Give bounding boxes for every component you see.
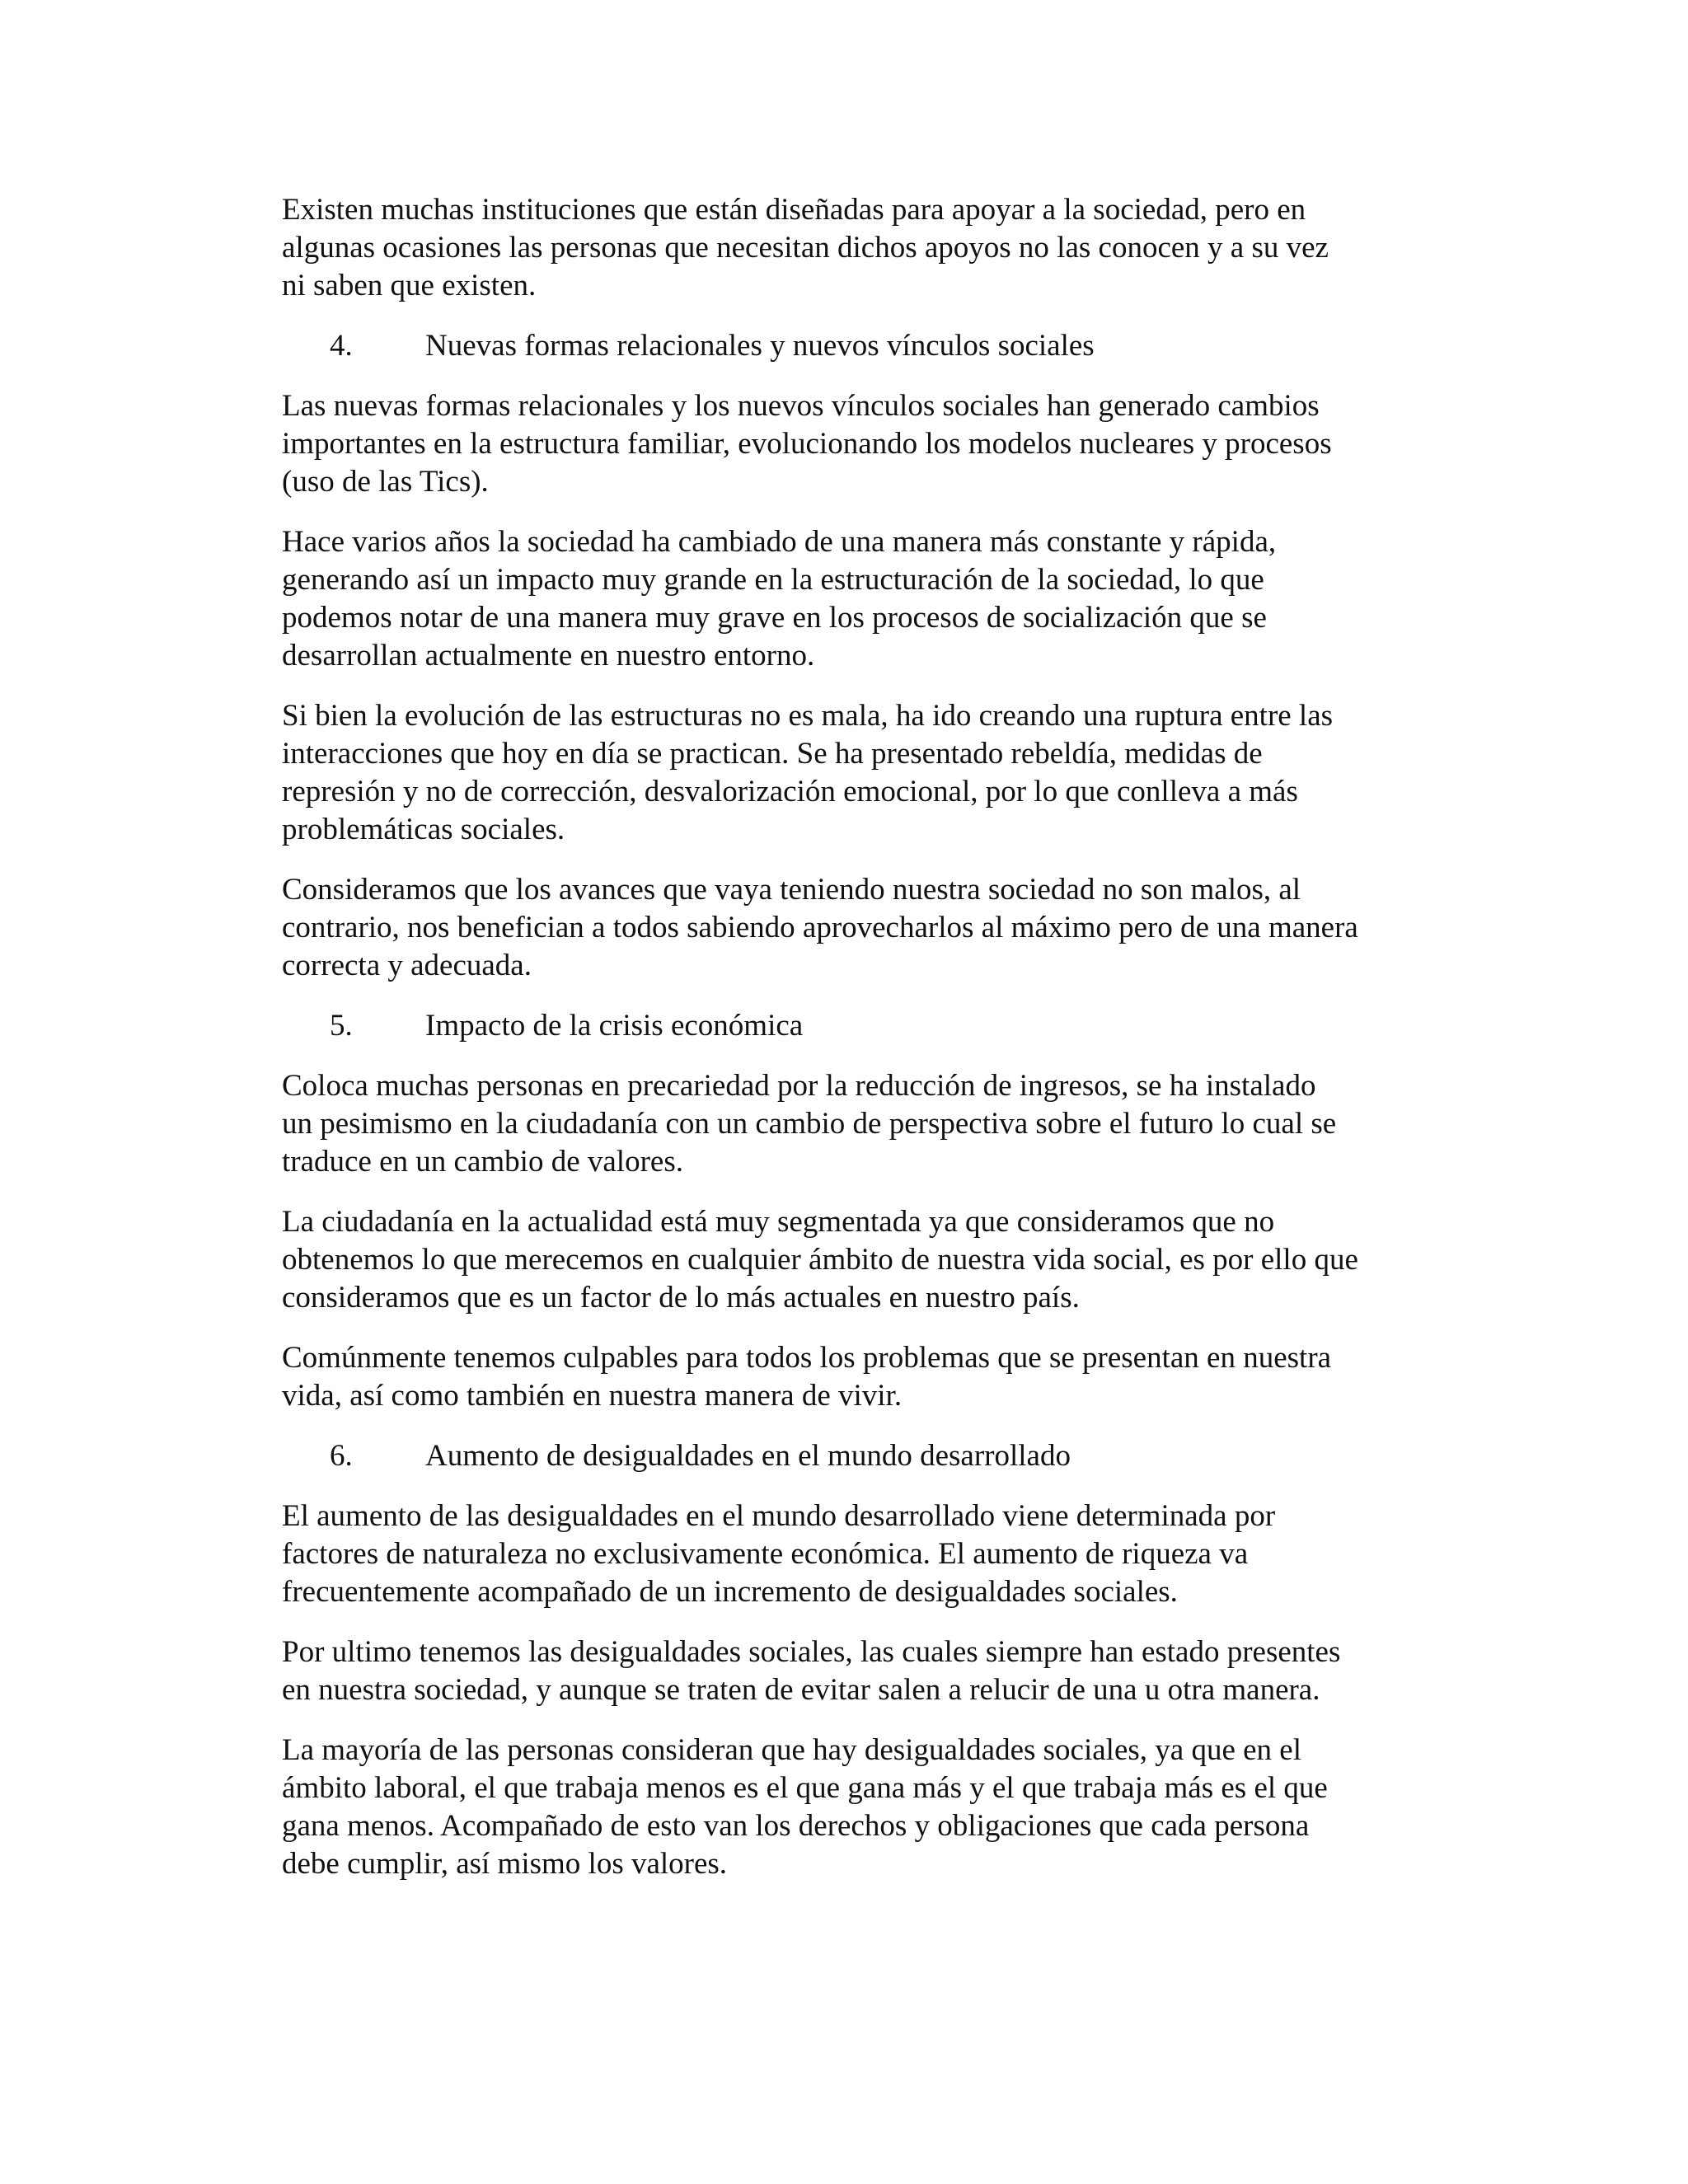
- section-title: Impacto de la crisis económica: [425, 1009, 804, 1043]
- paragraph-coloca: Coloca muchas personas en precariedad por la reducción de ingresos, se ha instalado un pesimismo en la ciudadanía con un cambio de perspectiva sobre el futuro lo cual se traduce en un cambio de valores.: [282, 1069, 1337, 1179]
- document-page: [282, 191, 1452, 1905]
- section-title: Nuevas formas relacionales y nuevos vínculos sociales: [425, 329, 1095, 363]
- paragraph-avances: Consideramos que los avances que vaya teniendo nuestra sociedad no son malos, al contrario, nos benefician a todos sabiendo aprovecharlos al máximo pero de una manera correcta y adecuada.: [282, 873, 1358, 982]
- section-heading-5: [282, 1007, 1452, 1045]
- section-heading-6: [282, 1437, 1452, 1475]
- paragraph-evolucion-estructuras: Si bien la evolución de las estructuras no es mala, ha ido creando una ruptura entre las interacciones que hoy en día se practican. Se ha presentado rebeldía, medidas de represión y no de corrección, desvalorización emocional, por lo que conlleva a más problemáticas sociales.: [282, 699, 1334, 846]
- paragraph-ciudadania: La ciudadanía en la actualidad está muy segmentada ya que consideramos que no obtenemos lo que merecemos en cualquier ámbito de nuestra vida social, es por ello que consideramos que es un factor de lo más actuales en nuestro país.: [282, 1205, 1358, 1315]
- section-number: 6.: [330, 1439, 353, 1473]
- paragraph-mayoria: La mayoría de las personas consideran que hay desigualdades sociales, ya que en el ámbito laboral, el que trabaja menos es el que gana más y el que trabaja más es el que gana menos. Acompañado de esto van los derechos y obligaciones que cada persona debe cumplir, así mismo los valores.: [282, 1733, 1328, 1881]
- section-heading-4: [282, 327, 1452, 365]
- section-title: Aumento de desigualdades en el mundo desarrollado: [425, 1439, 1071, 1473]
- paragraph-aumento-desigualdades: El aumento de las desigualdades en el mundo desarrollado viene determinada por factores de naturaleza no exclusivamente económica. El aumento de riqueza va frecuentemente acompañado de un incremento de desigualdades sociales.: [282, 1499, 1276, 1609]
- section-number: 4.: [330, 329, 353, 363]
- paragraph-por-ultimo: Por ultimo tenemos las desigualdades sociales, las cuales siempre han estado presentes en nuestra sociedad, y aunque se traten de evitar salen a relucir de una u otra manera.: [282, 1635, 1341, 1707]
- paragraph-culpables: Comúnmente tenemos culpables para todos los problemas que se presentan en nuestra vida, así como también en nuestra manera de vivir.: [282, 1341, 1332, 1413]
- paragraph-hace-varios-anos: Hace varios años la sociedad ha cambiado de una manera más constante y rápida, generando así un impacto muy grande en la estructuración de la sociedad, lo que podemos notar de una manera muy grave en los procesos de socialización que se desarrollan actualmente en nuestro entorno.: [282, 525, 1277, 673]
- paragraph-nuevas-formas: Las nuevas formas relacionales y los nuevos vínculos sociales han generado cambios importantes en la estructura familiar, evolucionando los modelos nucleares y procesos (uso de las Tics).: [282, 389, 1332, 499]
- paragraph-instituciones: Existen muchas instituciones que están diseñadas para apoyar a la sociedad, pero en algunas ocasiones las personas que necesitan dichos apoyos no las conocen y a su vez ni saben que existen.: [282, 193, 1329, 302]
- section-number: 5.: [330, 1009, 353, 1043]
